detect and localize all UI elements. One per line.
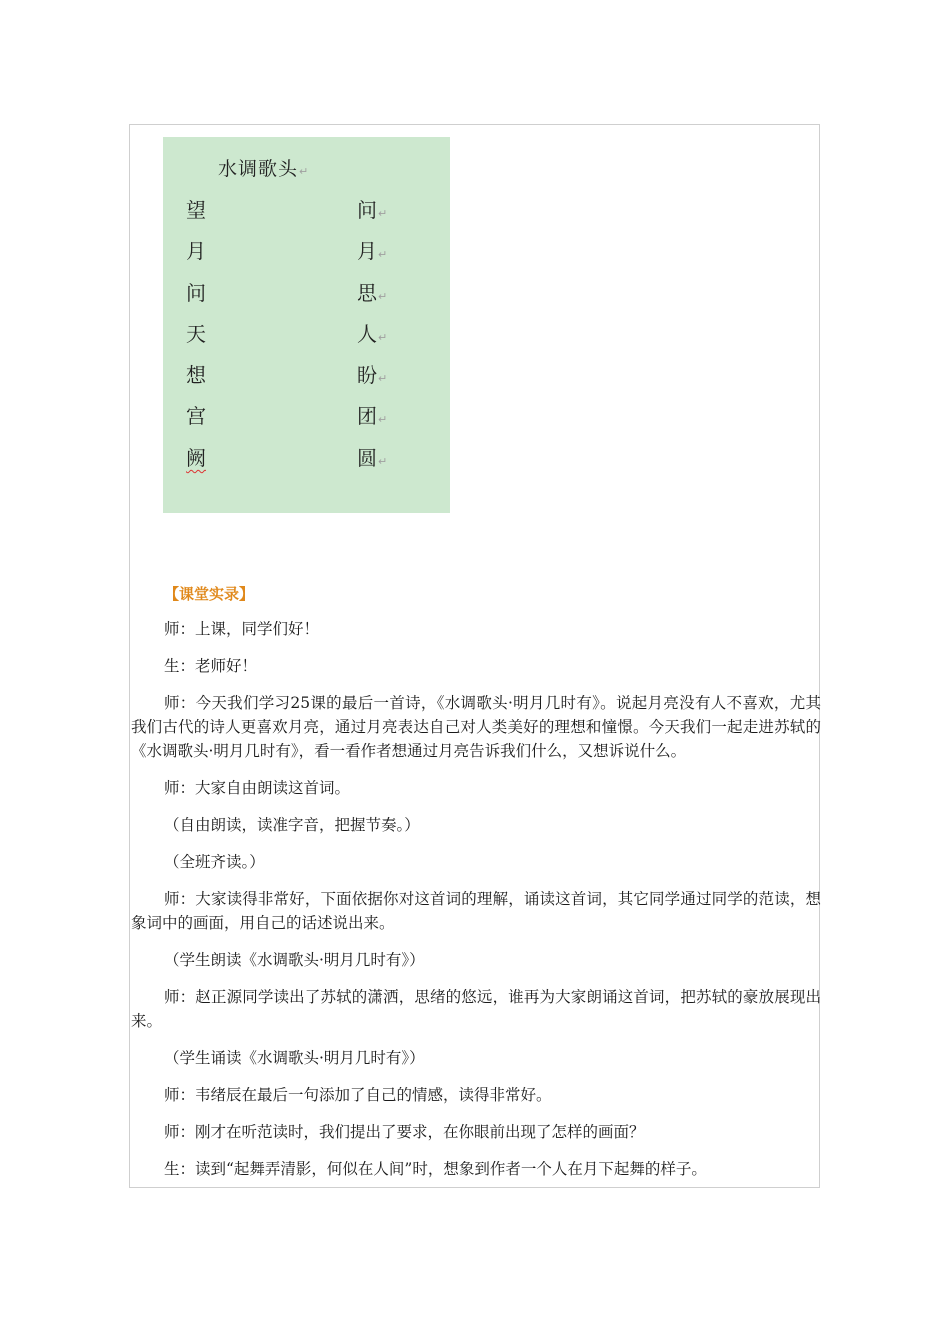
paragraph-mark-icon: ↵ <box>299 165 310 178</box>
transcript-line: 师：大家读得非常好，下面依据你对这首词的理解，诵读这首词，其它同学通过同学的范读，想象词中的画面，用自己的话述说出来。 <box>131 890 821 932</box>
poem-right-row <box>357 275 387 316</box>
poem-right-char: 盼 <box>357 363 377 388</box>
paragraph-mark-icon: ↵ <box>378 372 388 386</box>
poem-left-char: 宫 <box>186 404 206 429</box>
poem-right-row <box>357 357 387 398</box>
poem-right-column <box>357 192 387 481</box>
poem-left-char: 想 <box>186 363 206 388</box>
transcript-note: （学生朗读《水调歌头·明月几时有》） <box>164 951 425 969</box>
transcript-line: 师：韦绪辰在最后一句添加了自己的情感，读得非常好。 <box>164 1086 552 1104</box>
poem-right-row <box>357 233 387 274</box>
poem-right-char: 人 <box>357 321 377 346</box>
poem-left-column <box>186 192 206 481</box>
section-heading: 【课堂实录】 <box>164 585 255 603</box>
paragraph-mark-icon: ↵ <box>378 207 388 220</box>
poem-title-text: 水调歌头 <box>218 158 299 180</box>
poem-right-row <box>357 192 387 233</box>
poem-right-row <box>357 440 387 481</box>
poem-right-row <box>357 316 387 357</box>
paragraph-mark-icon: ↵ <box>378 454 388 468</box>
transcript <box>131 582 821 1194</box>
transcript-note: （学生诵读《水调歌头·明月几时有》） <box>164 1049 425 1067</box>
spellcheck-underlined-char: 阙 <box>186 445 206 470</box>
poem-left-char <box>186 440 206 481</box>
poem-right-char: 问 <box>357 198 377 222</box>
poem-right-char: 月 <box>357 239 377 264</box>
poem-left-char: 望 <box>186 198 206 222</box>
transcript-note: （全班齐读。） <box>164 853 265 871</box>
paragraph-mark-icon: ↵ <box>378 413 388 427</box>
poem-title <box>218 154 309 181</box>
paragraph-mark-icon: ↵ <box>378 330 388 344</box>
poem-right-char: 圆 <box>357 445 377 470</box>
poem-card <box>163 137 450 513</box>
paragraph-mark-icon: ↵ <box>378 289 388 303</box>
poem-right-char: 思 <box>357 280 377 305</box>
poem-left-char: 问 <box>186 280 206 305</box>
poem-right-row <box>357 398 387 439</box>
transcript-line: 师：赵正源同学读出了苏轼的潇洒，思绪的悠远，谁再为大家朗诵这首词，把苏轼的豪放展现出来。 <box>131 988 821 1030</box>
transcript-line: 生：读到“起舞弄清影，何似在人间”时，想象到作者一个人在月下起舞的样子。 <box>164 1160 707 1178</box>
poem-right-char: 团 <box>357 404 377 429</box>
poem-left-char: 月 <box>186 239 206 264</box>
transcript-line: 师：今天我们学习25课的最后一首诗，《水调歌头·明月几时有》。说起月亮没有人不喜欢，尤其我们古代的诗人更喜欢月亮，通过月亮表达自己对人类美好的理想和憧憬。今天我们一起走进苏轼的《水调歌头·明月几时有》，看一看作者想通过月亮告诉我们什么，又想诉说什么。 <box>131 694 821 760</box>
paragraph-mark-icon: ↵ <box>378 248 388 262</box>
transcript-line: 师：上课，同学们好！ <box>164 620 320 638</box>
transcript-line: 师：刚才在听范读时，我们提出了要求，在你眼前出现了怎样的画面？ <box>164 1123 645 1141</box>
transcript-line: 师：大家自由朗读这首词。 <box>164 779 351 797</box>
transcript-line: 生：老师好！ <box>164 657 258 675</box>
transcript-note: （自由朗读，读准字音，把握节奏。） <box>164 816 420 834</box>
poem-left-char: 天 <box>186 321 206 346</box>
